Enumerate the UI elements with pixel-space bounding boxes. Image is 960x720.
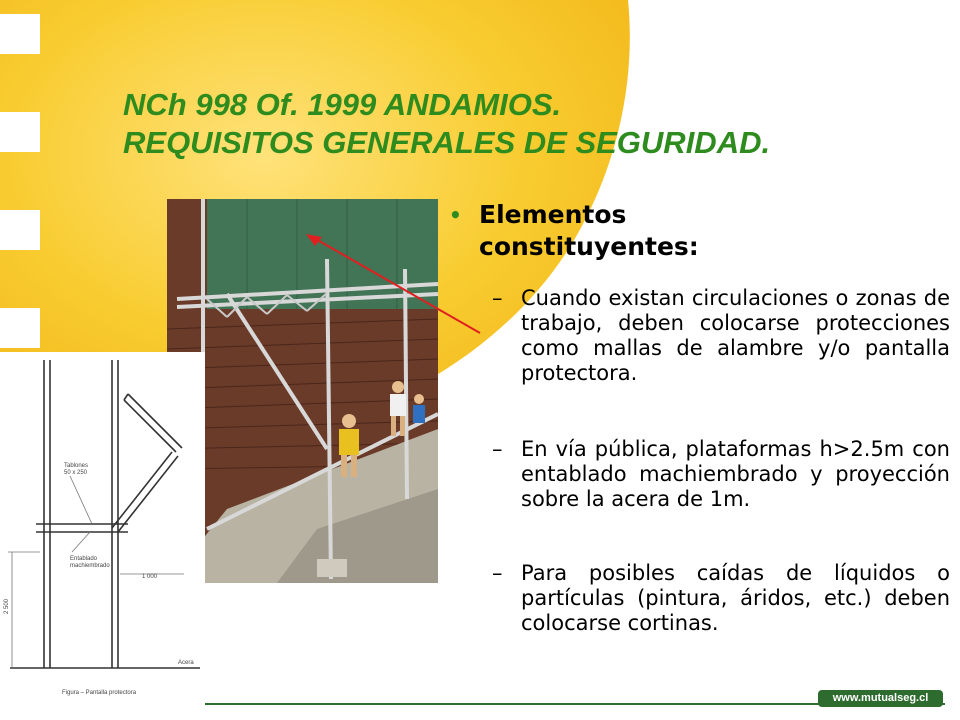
sub-item-1	[492, 286, 950, 431]
label-machiembrado: machiembrado	[70, 563, 110, 569]
sub-item-text: Cuando existan circulaciones o zonas de trabajo, deben colocarse protecciones como mallas de alambre y/o pantalla protectora.	[521, 286, 950, 385]
dash-icon: –	[492, 437, 503, 461]
dash-icon: –	[492, 561, 503, 585]
bullet-label: Elementos constituyentes:	[479, 200, 699, 261]
sub-item-3	[492, 561, 950, 651]
protective-screen-drawing	[0, 352, 205, 706]
title-line-2: REQUISITOS GENERALES DE SEGURIDAD.	[123, 125, 771, 160]
footer-url-link[interactable]: www.mutualseg.cl	[818, 690, 943, 707]
label-dim-2500: 2 500	[4, 598, 10, 614]
sub-item-text: En vía pública, plataformas h>2.5m con entablado machiembrado y proyección sobre la acera de 1m.	[521, 437, 950, 511]
slide-title	[123, 86, 770, 162]
dash-icon: –	[492, 286, 503, 310]
sub-item-text: Para posibles caídas de líquidos o partículas (pintura, áridos, etc.) deben colocarse cortinas.	[521, 561, 950, 635]
label-acera: Acera	[178, 660, 194, 666]
title-line-1: NCh 998 Of. 1999 ANDAMIOS.	[123, 87, 562, 122]
label-dim-1000: 1 000	[142, 574, 158, 580]
red-pointer-arrow-icon	[300, 228, 490, 338]
label-entablado: Entablado	[70, 556, 98, 562]
label-tablones: Tablones	[64, 463, 89, 469]
bullet-dot-icon: •	[449, 203, 462, 227]
drawing-caption: Figura – Pantalla protectora	[62, 690, 137, 696]
label-tablones-size: 50 x 250	[64, 470, 88, 476]
sub-item-2	[492, 437, 950, 557]
